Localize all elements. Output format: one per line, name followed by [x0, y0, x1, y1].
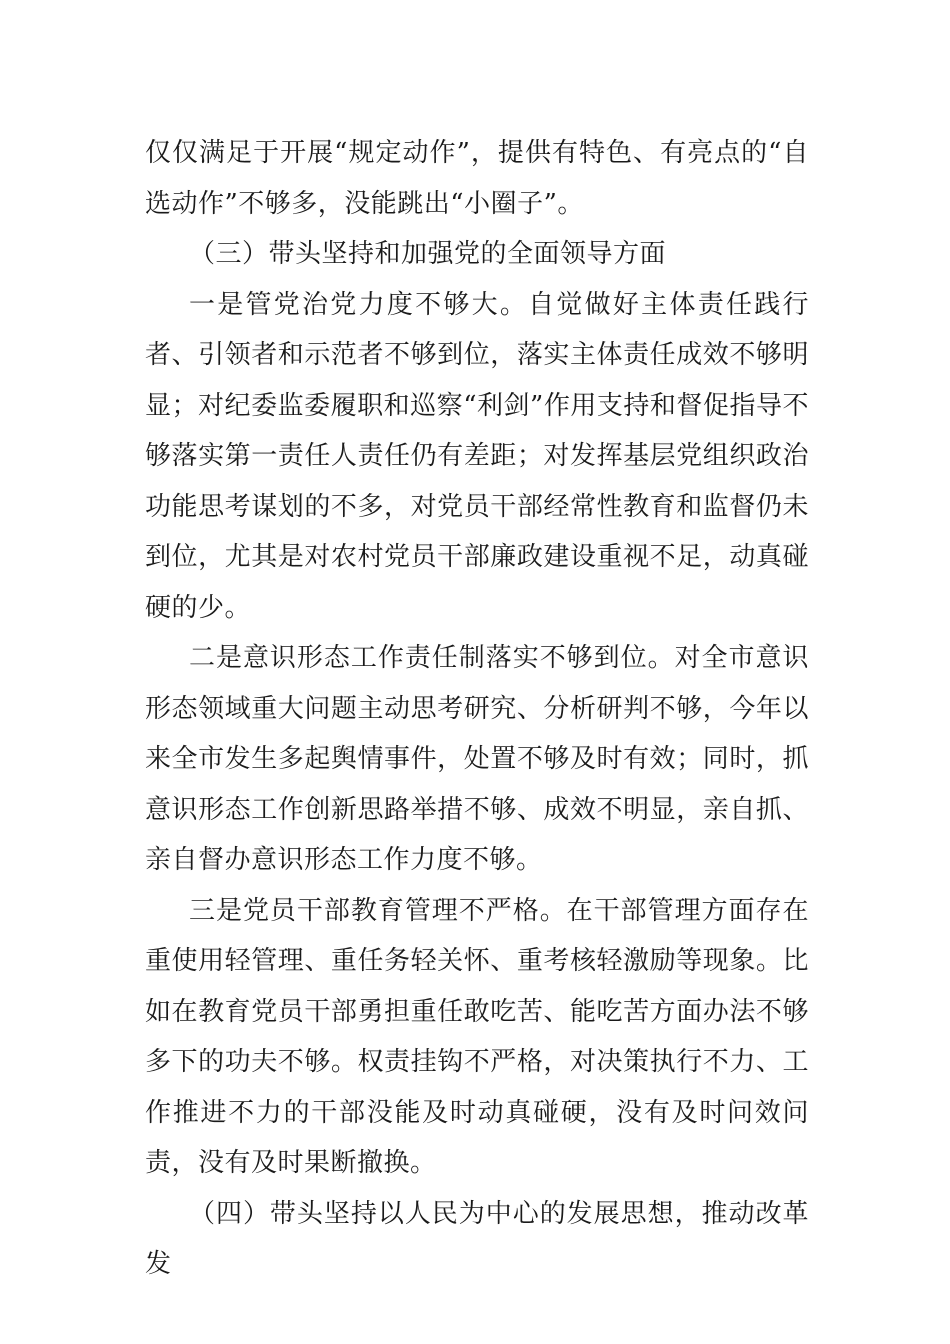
paragraph-point-two: 二是意识形态工作责任制落实不够到位。对全市意识形态领域重大问题主动思考研究、分析研判不够，今年以来全市发生多起舆情事件，处置不够及时有效；同时，抓意识形态工作创新思路举措不够、成效不明显，亲自抓、亲自督办意识形态工作力度不够。: [145, 643, 809, 875]
paragraph-continuation: 仅仅满足于开展“规定动作”，提供有特色、有亮点的“自选动作”不够多，没能跳出“小圈子”。: [145, 138, 809, 219]
document-body: [145, 128, 809, 1290]
section-heading-three: （三）带头坚持和加强党的全面领导方面: [189, 239, 667, 269]
paragraph-point-one: 一是管党治党力度不够大。自觉做好主体责任践行者、引领者和示范者不够到位，落实主体责任成效不够明显；对纪委监委履职和巡察“利剑”作用支持和督促指导不够落实第一责任人责任仍有差距；对发挥基层党组织政治功能思考谋划的不多，对党员干部经常性教育和监督仍未到位，尤其是对农村党员干部廉政建设重视不足，动真碰硬的少。: [145, 289, 809, 623]
section-heading-four: （四）带头坚持以人民为中心的发展思想，推动改革发: [145, 1198, 809, 1279]
paragraph-point-three: 三是党员干部教育管理不严格。在干部管理方面存在重使用轻管理、重任务轻关怀、重考核轻激励等现象。比如在教育党员干部勇担重任敢吃苦、能吃苦方面办法不够多下的功夫不够。权责挂钩不严格，对决策执行不力、工作推进不力的干部没能及时动真碰硬，没有及时问效问责，没有及时果断撤换。: [145, 895, 809, 1178]
